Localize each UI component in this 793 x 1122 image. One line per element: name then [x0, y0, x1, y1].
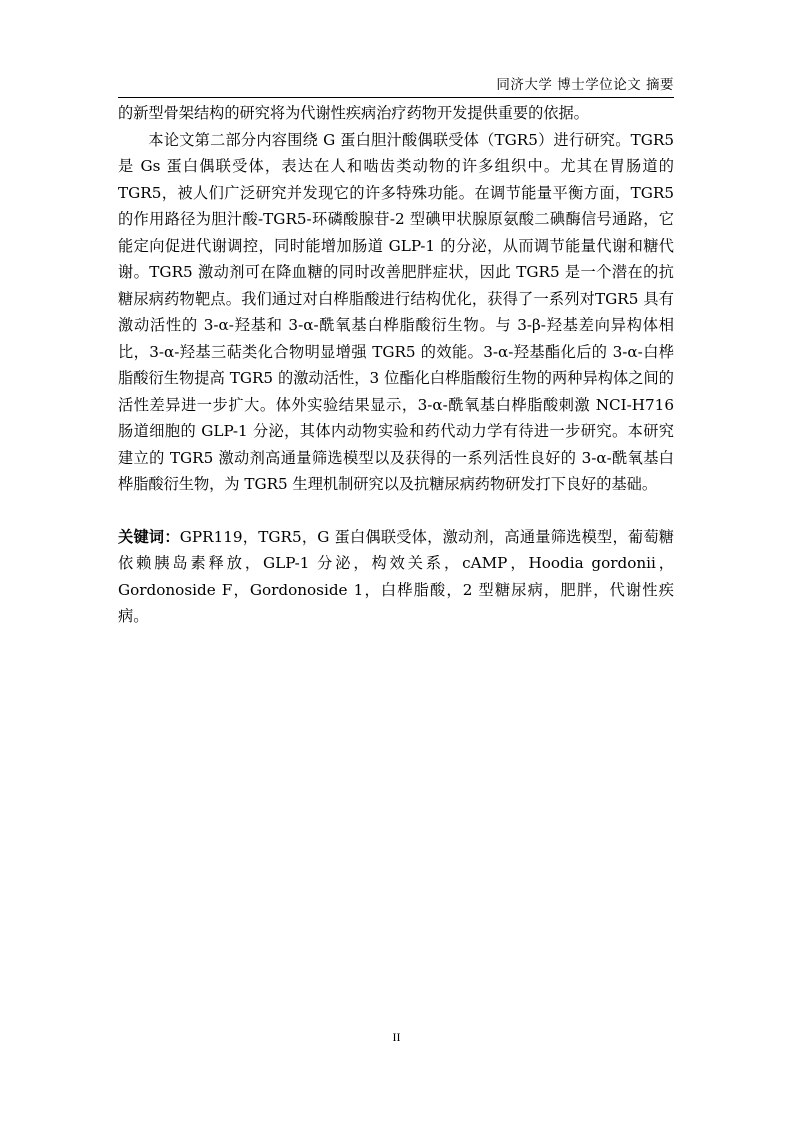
page-header	[118, 76, 674, 98]
header-text: 同济大学 博士学位论文 摘要	[496, 77, 674, 93]
page-number: II	[392, 1030, 401, 1044]
keywords-text: GPR119，TGR5，G 蛋白偶联受体，激动剂，高通量筛选模型，葡萄糖依赖胰岛素释放，GLP-1 分泌，构效关系，cAMP，Hoodia gordonii，Gordonoside F，Gordonoside 1，白桦脂酸，2 型糖尿病，肥胖，代谢性疾病。	[118, 527, 674, 625]
paragraph-continuation: 的新型骨架结构的研究将为代谢性疾病治疗药物开发提供重要的依据。	[118, 104, 589, 122]
keywords-label: 关键词：	[118, 527, 180, 546]
abstract-content	[118, 100, 674, 630]
keywords	[118, 524, 674, 630]
paragraph-tgr5: 本论文第二部分内容围绕 G 蛋白胆汁酸偶联受体（TGR5）进行研究。TGR5 是 Gs 蛋白偶联受体，表达在人和啮齿类动物的许多组织中。尤其在胃肠道的 TGR5，被人们广泛研究并发现它的许多特殊功能。在调节能量平衡方面，TGR5 的作用路径为胆汁酸-TGR5-环磷酸腺苷-2 型碘甲状腺原氨酸二碘酶信号通路，它能定向促进代谢调控，同时能增加肠道 GLP-1 的分泌，从而调节能量代谢和糖代谢。TGR5 激动剂可在降血糖的同时改善肥胖症状，因此 TGR5 是一个潜在的抗糖尿病药物靶点。我们通过对白桦脂酸进行结构优化，获得了一系列对TGR5 具有激动活性的 3-α-羟基和 3-α-酰氧基白桦脂酸衍生物。与 3-β-羟基差向异构体相比，3-α-羟基三萜类化合物明显增强 TGR5 的效能。3-α-羟基酯化后的 3-α-白桦脂酸衍生物提高 TGR5 的激动活性，3 位酯化白桦脂酸衍生物的两种异构体之间的活性差异进一步扩大。体外实验结果显示，3-α-酰氧基白桦脂酸刺激 NCI-H716 肠道细胞的 GLP-1 分泌，其体内动物实验和药代动力学有待进一步研究。本研究建立的 TGR5 激动剂高通量筛选模型以及获得的一系列活性良好的 3-α-酰氧基白桦脂酸衍生物，为 TGR5 生理机制研究以及抗糖尿病药物研发打下良好的基础。	[118, 130, 674, 493]
